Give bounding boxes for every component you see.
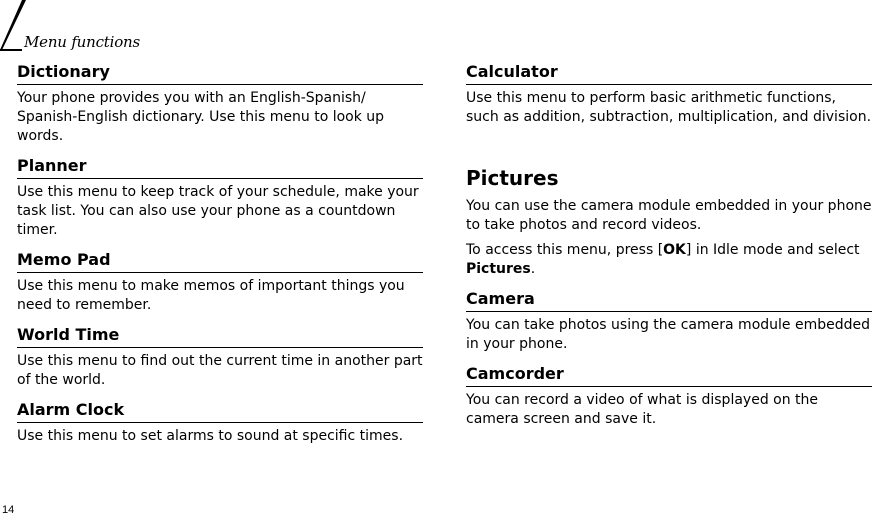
alarm-clock-heading: Alarm Clock (17, 400, 423, 423)
camera-heading: Camera (466, 289, 872, 312)
alarm-clock-body: Use this menu to set alarms to sound at specific times. (17, 428, 404, 444)
camcorder-heading: Camcorder (466, 364, 872, 387)
ok-key-label: OK (663, 242, 686, 258)
dictionary-body: Your phone provides you with an English-Spanish/ Spanish-English dictionary. Use this menu to look up words. (17, 90, 385, 144)
pictures-heading: Pictures (466, 166, 559, 190)
camcorder-body: You can record a video of what is displayed on the camera screen and save it. (466, 392, 819, 427)
pictures-intro: You can use the camera module embedded in your phone to take photos and record videos. (466, 198, 872, 233)
calculator-body: Use this menu to perform basic arithmetic functions, such as addition, subtraction, multiplication, and division. (466, 90, 872, 125)
planner-heading: Planner (17, 156, 423, 179)
world-time-heading: World Time (17, 325, 423, 348)
right-column (466, 62, 872, 429)
camera-body: You can take photos using the camera module embedded in your phone. (466, 317, 870, 352)
header-title: Menu functions (24, 33, 141, 51)
memo-pad-body: Use this menu to make memos of important things you need to remember. (17, 278, 405, 313)
page-header (0, 0, 873, 56)
pictures-access-instructions: To access this menu, press [OK] in Idle mode and select Pictures. (466, 242, 860, 277)
memo-pad-heading: Memo Pad (17, 250, 423, 273)
left-column (17, 62, 423, 446)
world-time-body: Use this menu to find out the current time in another part of the world. (17, 353, 423, 388)
pictures-menu-label: Pictures (466, 261, 531, 277)
planner-body: Use this menu to keep track of your schedule, make your task list. You can also use your phone as a countdown timer. (17, 184, 419, 238)
calculator-heading: Calculator (466, 62, 872, 85)
page-number: 14 (2, 504, 15, 516)
dictionary-heading: Dictionary (17, 62, 423, 85)
